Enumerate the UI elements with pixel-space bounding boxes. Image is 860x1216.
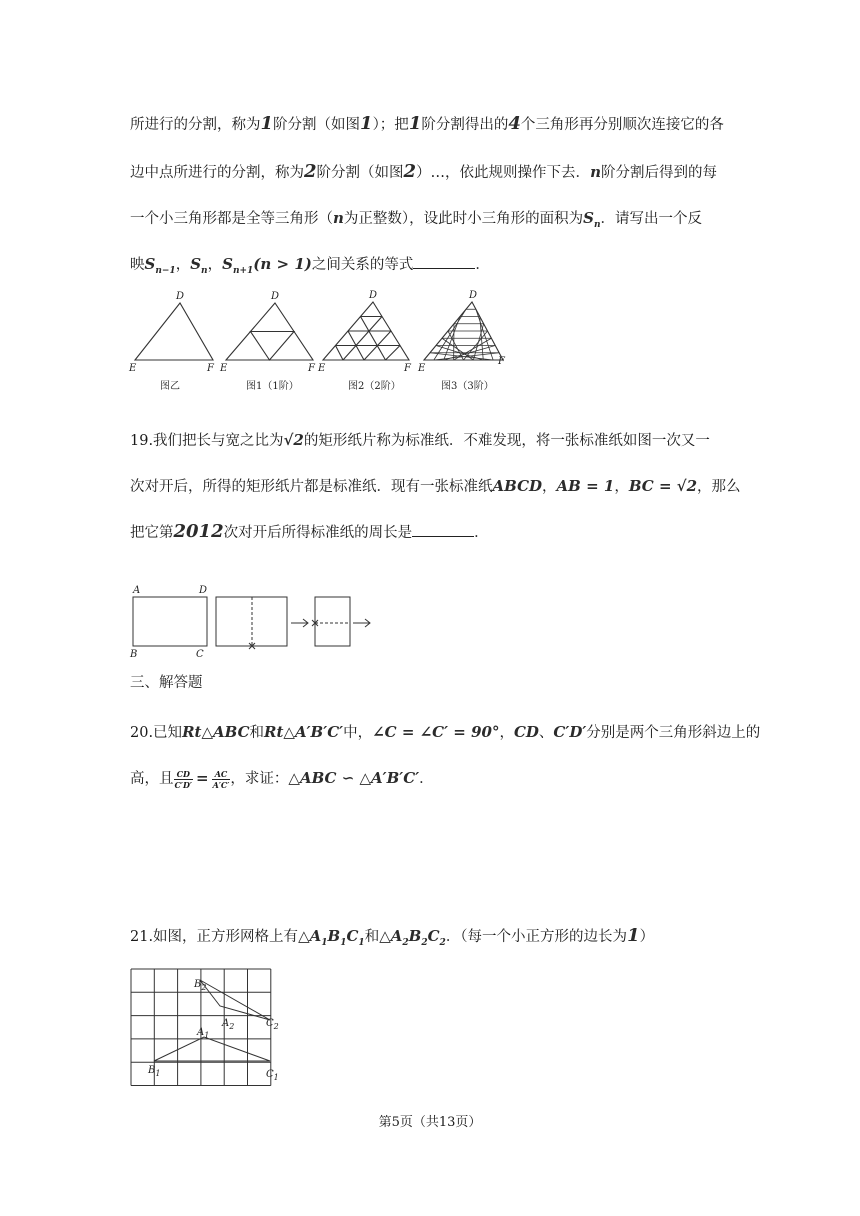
folded-rectangle-2: [315, 597, 350, 646]
math: C: [346, 927, 359, 945]
text: 阶分割后得到的每: [600, 165, 717, 181]
q18-line-4: [130, 254, 490, 281]
text: ，: [542, 479, 557, 495]
text: ，: [175, 257, 191, 273]
math: 1: [627, 925, 640, 946]
label-b1: $B_1$: [148, 1065, 161, 1078]
text: ，: [499, 725, 514, 741]
label-a2: $A_2$: [222, 1018, 235, 1031]
q21-line-1: [130, 926, 654, 953]
vertex-label-f: F: [207, 363, 214, 374]
vertex-label-d: D: [469, 290, 478, 301]
answer-blank: [413, 254, 475, 269]
math: ABCD: [492, 477, 543, 495]
text: ）；把: [372, 117, 409, 133]
math: [222, 255, 312, 276]
text: 一个小三角形都是全等三角形（: [130, 211, 333, 227]
math: Rt△A′B′C′: [264, 723, 344, 741]
text: ）: [639, 929, 655, 945]
math-sub: 1: [340, 938, 347, 948]
math-sub: 2: [402, 938, 409, 948]
math-sub: 1: [321, 938, 328, 948]
math-sub: n: [594, 220, 601, 230]
page-footer: 第5页（共13页）: [378, 1115, 482, 1130]
math: BC = √2: [628, 477, 698, 495]
text: 把它第: [130, 525, 174, 541]
vertex-label-d: D: [271, 291, 280, 302]
text: ，: [207, 257, 223, 273]
answer-blank: [412, 522, 474, 537]
text: ．: [419, 771, 434, 787]
triangle-a1b1c1: [154, 1037, 270, 1061]
text: 19.我们把长与宽之比为: [130, 433, 284, 449]
figure-caption: 图1（1阶）: [246, 381, 299, 392]
math: [144, 255, 176, 276]
denominator: A′C′: [212, 779, 230, 790]
math: [190, 255, 208, 276]
numerator: CD: [174, 769, 194, 780]
paper-folding-figure: [125, 580, 385, 660]
math-sub: 2: [421, 938, 428, 948]
text: 、: [538, 725, 554, 741]
text: 20.已知: [130, 725, 183, 741]
fraction-ac: [212, 769, 231, 790]
q20-line-1: [130, 722, 760, 743]
text: 之间关系的等式: [311, 257, 414, 273]
math: C: [427, 927, 440, 945]
text: 中，: [343, 725, 373, 741]
vertex-label-a: A: [133, 585, 141, 596]
math: n: [590, 163, 601, 181]
numerator: AC: [212, 769, 231, 780]
math: 2: [403, 161, 417, 182]
text: 映: [130, 257, 145, 273]
text: ，那么: [697, 479, 741, 495]
text: 高，且: [130, 771, 174, 787]
math: (n > 1): [253, 255, 312, 273]
triangle-figures: [120, 288, 520, 400]
q19-line-1: [130, 430, 710, 451]
text: 的矩形纸片称为标准纸．不难发现，将一张标准纸如图一次又一: [303, 433, 710, 449]
math: ∠C = ∠C′ = 90°: [372, 723, 500, 741]
q19-line-3: [130, 522, 489, 543]
vertex-label-e: E: [220, 363, 228, 374]
text: 边中点所进行的分割，称为: [130, 165, 304, 181]
figure-caption: 图3（3阶）: [441, 381, 494, 392]
math: 1: [408, 113, 422, 134]
figure-caption: 图乙: [160, 381, 180, 392]
math: 1: [260, 113, 274, 134]
vertex-label-d: D: [176, 291, 185, 302]
text: ．（每一个小正方形的边长为: [445, 929, 628, 945]
math: n: [333, 209, 344, 227]
math: 4: [508, 113, 521, 134]
label-c2: $C_2$: [266, 1018, 279, 1031]
math: C′D′: [553, 723, 587, 741]
rectangle-abcd: [133, 597, 207, 646]
math: S: [222, 255, 233, 273]
text: 个三角形再分别顺次连接它的各: [520, 117, 724, 133]
denominator: C′D′: [174, 779, 193, 790]
vertex-label-f: F: [498, 356, 505, 367]
q18-line-3: [130, 208, 702, 235]
q19-line-2: [130, 476, 741, 497]
q20-line-2: [130, 768, 434, 790]
text: ．请写出一个反: [600, 211, 703, 227]
math: 2012: [173, 521, 224, 542]
math: B: [408, 927, 422, 945]
fraction-cd: [174, 769, 194, 790]
label-a1: $A_1$: [197, 1027, 210, 1040]
math: AB = 1: [556, 477, 615, 495]
vertex-label-d: D: [369, 290, 378, 301]
math: =: [196, 769, 209, 787]
vertex-label-e: E: [418, 363, 426, 374]
math: 1: [360, 113, 373, 134]
vertex-label-c: C: [196, 649, 204, 660]
vertex-label-f: F: [404, 363, 411, 374]
math: S: [190, 255, 202, 273]
math-sub: n: [201, 266, 208, 276]
triangle-a2b2c2: [200, 980, 270, 1020]
text: ．: [475, 257, 490, 273]
text: ）…，依此规则操作下去．: [416, 165, 591, 181]
text: 次对开后，所得的矩形纸片都是标准纸．现有一张标准纸: [130, 479, 493, 495]
text: 阶分割（如图: [273, 117, 361, 133]
math: Rt△ABC: [182, 723, 250, 741]
text: 次对开后所得标准纸的周长是: [223, 525, 413, 541]
text: 分别是两个三角形斜边上的: [586, 725, 761, 741]
q18-line-1: [130, 114, 724, 135]
text: 21.如图，正方形网格上有: [130, 929, 299, 945]
vertex-label-b: B: [130, 649, 138, 660]
vertex-label-e: E: [318, 363, 326, 374]
q18-line-2: [130, 162, 717, 183]
label-b2: $B_2$: [194, 979, 207, 992]
vertex-label-e: E: [129, 363, 137, 374]
text: 阶分割得出的: [421, 117, 509, 133]
text: 阶分割（如图: [316, 165, 404, 181]
figure-caption: 图2（2阶）: [348, 381, 401, 392]
math: B: [327, 927, 341, 945]
math: CD: [513, 723, 539, 741]
text: ，求证：: [230, 771, 289, 787]
section-heading: 三、解答题: [130, 675, 203, 691]
label-c1: $C_1$: [266, 1069, 279, 1082]
math: [379, 927, 446, 948]
triangle-plain: [135, 303, 213, 360]
math-sub: n−1: [155, 266, 176, 276]
math: √2: [283, 431, 304, 449]
math-sub: n+1: [232, 266, 254, 276]
square-grid-figure: [122, 960, 297, 1092]
math: S: [583, 209, 594, 227]
text: 和: [249, 725, 265, 741]
math: [298, 927, 365, 948]
math: 2: [304, 161, 317, 182]
text: ，: [614, 479, 629, 495]
text: 为正整数），设此时小三角形的面积为: [343, 211, 584, 227]
math: △ABC ∽ △A′B′C′: [288, 769, 420, 787]
math-sub: 1: [358, 938, 365, 948]
vertex-label-d: D: [199, 585, 208, 596]
math: [583, 209, 601, 230]
text: 和: [364, 929, 380, 945]
math: △A: [298, 927, 322, 945]
text: 所进行的分割，称为: [130, 117, 261, 133]
math: S: [144, 255, 156, 273]
vertex-label-f: F: [308, 363, 315, 374]
math: △A: [379, 927, 403, 945]
text: ．: [474, 525, 489, 541]
math-sub: 2: [439, 938, 446, 948]
